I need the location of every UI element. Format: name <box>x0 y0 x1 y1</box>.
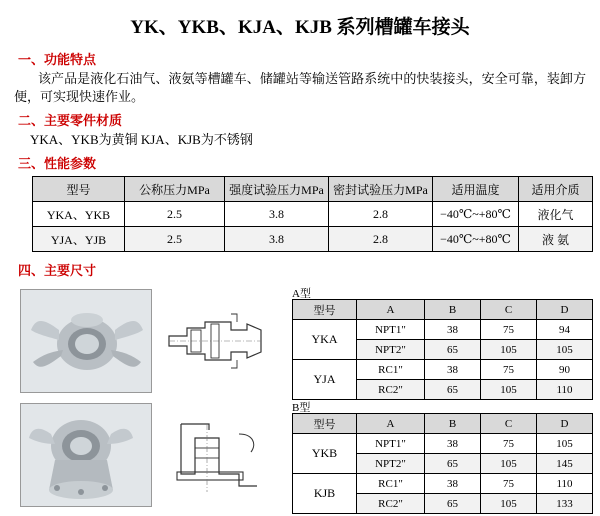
table-header-row <box>33 177 593 202</box>
product-photo-b <box>20 403 152 507</box>
perf-col-2: 强度试验压力MPa <box>225 177 329 202</box>
dimA-r2-c1: RC1" <box>357 360 425 380</box>
dimB-r0-c2: 38 <box>425 434 481 454</box>
dimA-r1-c3: 105 <box>481 340 537 360</box>
dimB-r0-c1: NPT1" <box>357 434 425 454</box>
dimA-col-0: 型号 <box>293 300 357 320</box>
coupler-photo-b-art <box>21 404 151 506</box>
section-heading-performance: 三、性能参数 <box>18 156 97 171</box>
dimB-col-3: C <box>481 414 537 434</box>
table-row <box>293 434 593 454</box>
page-title: YK、YKB、KJA、KJB 系列槽罐车接头 <box>130 17 470 38</box>
table-row <box>293 474 593 494</box>
product-drawing-a <box>160 289 272 393</box>
coupler-drawing-b-art <box>161 404 271 506</box>
dimB-r3-c1: RC2" <box>357 494 425 514</box>
perf-r1-c4: −40℃~+80℃ <box>433 227 519 252</box>
perf-r0-c0: YKA、YKB <box>33 202 125 227</box>
perf-r1-c1: 2.5 <box>125 227 225 252</box>
block-label-a: A型 <box>292 288 311 300</box>
dimA-col-2: B <box>425 300 481 320</box>
dimA-r3-c1: RC2" <box>357 380 425 400</box>
dimA-col-1: A <box>357 300 425 320</box>
dimA-r1-c1: NPT2" <box>357 340 425 360</box>
performance-table <box>32 176 593 252</box>
perf-r0-c2: 3.8 <box>225 202 329 227</box>
dimB-col-4: D <box>537 414 593 434</box>
perf-r0-c5: 液化气 <box>519 202 593 227</box>
dimA-col-3: C <box>481 300 537 320</box>
section-heading-features: 一、功能特点 <box>18 52 97 67</box>
dimB-r2-model: KJB <box>293 474 357 514</box>
dimB-r2-c2: 38 <box>425 474 481 494</box>
perf-col-1: 公称压力MPa <box>125 177 225 202</box>
dimB-r1-c4: 145 <box>537 454 593 474</box>
dimA-r3-c2: 65 <box>425 380 481 400</box>
dimA-r0-model: YKA <box>293 320 357 360</box>
table-row <box>33 202 593 227</box>
dimA-r1-c2: 65 <box>425 340 481 360</box>
perf-r0-c3: 2.8 <box>329 202 433 227</box>
material-text: YKA、YKB为黄铜 KJA、KJB为不锈钢 <box>30 132 253 147</box>
dimB-r1-c1: NPT2" <box>357 454 425 474</box>
dimB-r2-c4: 110 <box>537 474 593 494</box>
dimA-r2-c3: 75 <box>481 360 537 380</box>
table-header-row <box>293 414 593 434</box>
product-photo-a <box>20 289 152 393</box>
dimA-r0-c1: NPT1" <box>357 320 425 340</box>
perf-col-3: 密封试验压力MPa <box>329 177 433 202</box>
section-heading-material: 二、主要零件材质 <box>18 113 123 128</box>
table-row <box>33 227 593 252</box>
product-drawing-b <box>160 403 272 507</box>
perf-r0-c1: 2.5 <box>125 202 225 227</box>
dimA-r1-c4: 105 <box>537 340 593 360</box>
dimension-table-a <box>292 299 593 400</box>
section-heading-dimensions: 四、主要尺寸 <box>18 263 97 278</box>
dimension-table-b <box>292 413 593 514</box>
dimA-r2-c2: 38 <box>425 360 481 380</box>
dimB-col-2: B <box>425 414 481 434</box>
dimB-r3-c3: 105 <box>481 494 537 514</box>
perf-r1-c2: 3.8 <box>225 227 329 252</box>
features-text: 该产品是液化石油气、液氨等槽罐车、储罐站等输送管路系统中的快装接头，安全可靠，装卸方便，可实现快速作业。 <box>14 71 586 104</box>
dimA-r0-c4: 94 <box>537 320 593 340</box>
dimB-r3-c4: 133 <box>537 494 593 514</box>
table-header-row <box>293 300 593 320</box>
dimB-r0-c4: 105 <box>537 434 593 454</box>
coupler-photo-a-art <box>21 290 151 392</box>
perf-col-5: 适用介质 <box>519 177 593 202</box>
dimB-r1-c3: 105 <box>481 454 537 474</box>
dimB-r0-c3: 75 <box>481 434 537 454</box>
perf-col-0: 型号 <box>33 177 125 202</box>
dimA-r3-c4: 110 <box>537 380 593 400</box>
perf-r1-c3: 2.8 <box>329 227 433 252</box>
dimB-r2-c1: RC1" <box>357 474 425 494</box>
perf-r0-c4: −40℃~+80℃ <box>433 202 519 227</box>
dimA-r0-c3: 75 <box>481 320 537 340</box>
coupler-drawing-a-art <box>161 290 271 392</box>
perf-r1-c5: 液 氨 <box>519 227 593 252</box>
dimA-r3-c3: 105 <box>481 380 537 400</box>
perf-col-4: 适用温度 <box>433 177 519 202</box>
dimB-col-1: A <box>357 414 425 434</box>
dimB-r2-c3: 75 <box>481 474 537 494</box>
dimA-r0-c2: 38 <box>425 320 481 340</box>
dimA-col-4: D <box>537 300 593 320</box>
dimA-r2-model: YJA <box>293 360 357 400</box>
perf-r1-c0: YJA、YJB <box>33 227 125 252</box>
dimB-r1-c2: 65 <box>425 454 481 474</box>
table-row <box>293 360 593 380</box>
dimB-r0-model: YKB <box>293 434 357 474</box>
dimA-r2-c4: 90 <box>537 360 593 380</box>
table-row <box>293 320 593 340</box>
dimB-r3-c2: 65 <box>425 494 481 514</box>
dimB-col-0: 型号 <box>293 414 357 434</box>
block-label-b: B型 <box>292 402 311 414</box>
